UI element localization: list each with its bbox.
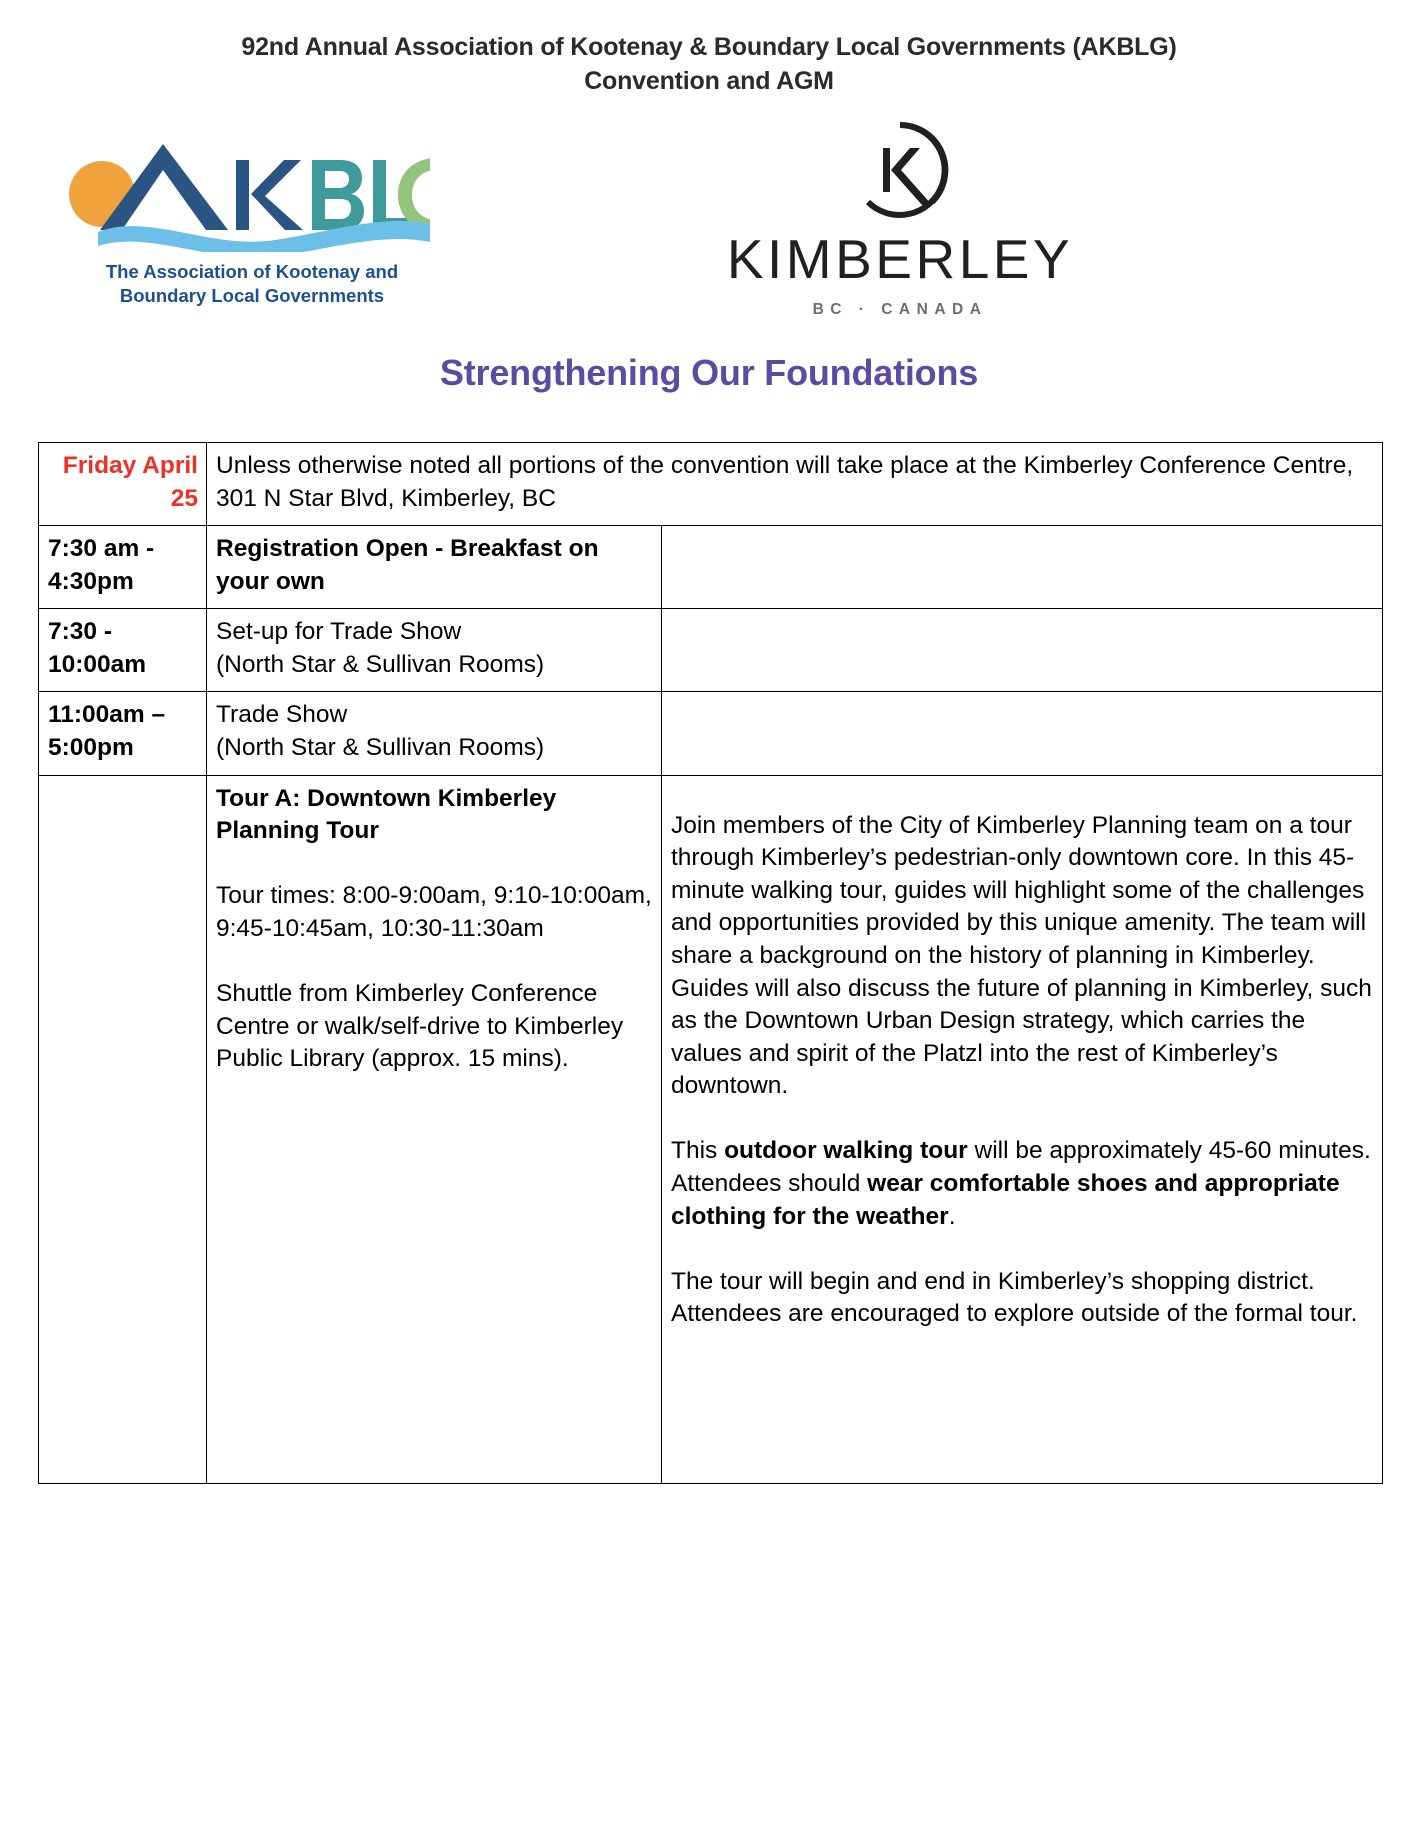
- table-row: [39, 609, 1383, 692]
- kimberley-k-circle-icon: [850, 120, 950, 220]
- tour-times-line1: Tour times: 8:00-9:00am, 9:10-10:00am,: [216, 882, 652, 910]
- tour-spacer-2: [216, 946, 652, 979]
- tour-desc-spacer-1: [671, 1103, 1373, 1136]
- tour-desc-para-1b: The team will share a background on the history of planning in Kimberley. Guides will also discuss the future of planning in Kimberley, such as the Downtown Urban Design strategy, which carries the values and spirit of the Platzl into the rest of Kimberley’s downtown.: [671, 909, 1372, 1100]
- row-time: 7:30 am - 4:30pm: [39, 526, 207, 609]
- table-row-tour-a: [39, 775, 1383, 1483]
- akblg-logo: [60, 132, 430, 307]
- tour-spacer-1: [216, 848, 652, 881]
- kimberley-logo: [700, 120, 1100, 319]
- tour-row-description: [662, 775, 1383, 1483]
- row-time: 7:30 - 10:00am: [39, 609, 207, 692]
- table-row: [39, 692, 1383, 775]
- table-row-header: [39, 443, 1383, 526]
- row-description: [662, 692, 1383, 775]
- tour-shuttle-line1: Shuttle from Kimberley Conference: [216, 980, 598, 1008]
- tour-title-line1: Tour A: Downtown Kimberley: [216, 784, 557, 812]
- document-title: [0, 0, 1418, 98]
- tour-row-time: [39, 775, 207, 1483]
- tour-desc-bold-attire: wear comfortable shoes and appropriate clothing for the weather: [671, 1169, 1340, 1230]
- row-activity-line2: your own: [216, 567, 325, 595]
- row-activity: [207, 609, 662, 692]
- row-activity-line1: Trade Show: [216, 701, 348, 729]
- tour-desc-para-1a: Join members of the City of Kimberley Planning team on a tour through Kimberley’s pedestrian-only downtown core. In this 45-minute walking tour, guides will highlight some of the challenges and opportunities provided by this unique amenity.: [671, 811, 1365, 937]
- document-title-line1: 92nd Annual Association of Kootenay & Boundary Local Governments (AKBLG): [241, 33, 1177, 61]
- tour-desc-para-2-mid: will be approximately 45-60 minutes. Attendees should: [671, 1137, 1371, 1197]
- tour-desc-para-2-post: .: [948, 1202, 956, 1230]
- row-description: [662, 526, 1383, 609]
- tour-shuttle-line2: Centre or walk/self-drive to Kimberley: [216, 1012, 624, 1040]
- schedule-table-wrapper: [0, 442, 1418, 1484]
- kimberley-tagline: BC · CANADA: [812, 301, 988, 318]
- schedule-table: [38, 442, 1383, 1484]
- row-activity-line1: Registration Open - Breakfast on: [216, 535, 599, 563]
- convention-tagline: Strengthening Our Foundations: [439, 352, 979, 393]
- tour-desc-spacer-2: [671, 1233, 1373, 1266]
- schedule-date: Friday April 25: [39, 443, 207, 526]
- tour-desc-para-3: The tour will begin and end in Kimberley’s shopping district. Attendees are encouraged to explore outside of the formal tour.: [671, 1267, 1358, 1328]
- row-activity: [207, 692, 662, 775]
- row-activity-line2: (North Star & Sullivan Rooms): [216, 734, 545, 762]
- table-row: [39, 526, 1383, 609]
- logo-band: [0, 120, 1418, 360]
- tour-shuttle-line3: Public Library (approx. 15 mins).: [216, 1045, 569, 1073]
- tour-times-line2: 9:45-10:45am, 10:30-11:30am: [216, 914, 544, 942]
- tour-desc-para-1: [671, 810, 1373, 1103]
- row-description: [662, 609, 1383, 692]
- tour-desc-bold-walking-tour: outdoor walking tour: [724, 1137, 968, 1165]
- kimberley-wordmark: KIMBERLEY: [726, 228, 1074, 290]
- row-activity-line2: (North Star & Sullivan Rooms): [216, 650, 545, 678]
- schedule-venue-note: Unless otherwise noted all portions of the convention will take place at the Kimberley Conference Centre, 301 N Star Blvd, Kimberley, BC: [207, 443, 1383, 526]
- document-title-line2: Convention and AGM: [584, 67, 834, 95]
- row-activity-line1: Set-up for Trade Show: [216, 618, 462, 646]
- akblg-logo-subtitle: [82, 260, 422, 307]
- tour-desc-para-2-pre: This: [671, 1137, 725, 1165]
- akblg-logo-mark: [60, 132, 430, 252]
- row-time: 11:00am – 5:00pm: [39, 692, 207, 775]
- tour-row-activity: [207, 775, 662, 1483]
- tour-desc-para-2: [671, 1135, 1373, 1233]
- tour-title-line2: Planning Tour: [216, 817, 379, 845]
- row-activity: [207, 526, 662, 609]
- akblg-subtitle-line2: Boundary Local Governments: [119, 284, 385, 306]
- akblg-subtitle-line1: The Association of Kootenay and: [105, 261, 399, 282]
